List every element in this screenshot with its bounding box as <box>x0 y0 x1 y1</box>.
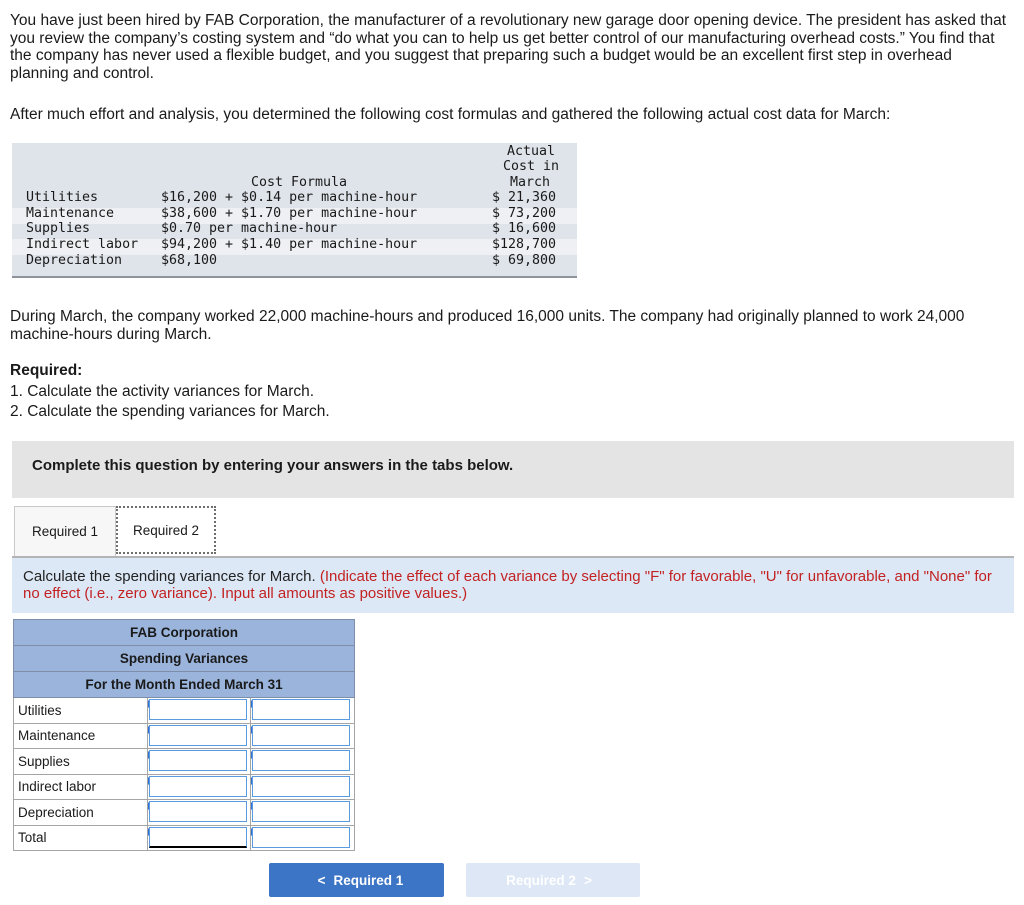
cost-row-actual: $ 69,800 <box>492 253 557 268</box>
instruction-note: (Indicate the effect of each variance by selecting "F" for favorable, "U" for unfavorable, and "None" for no effect (i.e., zero variance). Input all amounts as positive values.) <box>23 568 992 602</box>
cost-row-formula: $68,100 <box>161 253 218 268</box>
march-paragraph: During March, the company worked 22,000 machine-hours and produced 16,000 units. The company had originally planned to work 24,000 machine-hours during March. <box>10 308 965 343</box>
cost-formula-table <box>12 143 577 278</box>
required-heading: Required: <box>10 362 83 379</box>
utilities-amount-input[interactable] <box>149 699 247 720</box>
table-row <box>14 774 355 800</box>
cost-row-label: Maintenance <box>26 206 115 221</box>
lead-paragraph: After much effort and analysis, you determined the following cost formulas and gathered the following actual cost data for March: <box>10 106 891 123</box>
depreciation-effect-select[interactable] <box>252 801 350 822</box>
cost-row-actual: $128,700 <box>492 237 557 252</box>
indirect-labor-effect-select[interactable] <box>252 776 350 797</box>
cost-row-actual: $ 21,360 <box>492 190 557 205</box>
cost-row-actual: $ 73,200 <box>492 206 557 221</box>
tab-required-1[interactable]: Required 1 <box>14 506 116 556</box>
table-row <box>14 800 355 826</box>
header-actual-3: March <box>510 175 551 190</box>
table-title-period: For the Month Ended March 31 <box>14 672 355 698</box>
cost-row-formula: $94,200 + $1.40 per machine-hour <box>161 237 418 252</box>
total-effect-select[interactable] <box>252 827 350 848</box>
indirect-labor-amount-input[interactable] <box>149 776 247 797</box>
cost-row-formula: $16,200 + $0.14 per machine-hour <box>161 190 418 205</box>
table-title-report: Spending Variances <box>14 646 355 672</box>
instructions-banner <box>12 441 1014 498</box>
next-required-2-button[interactable] <box>466 863 640 897</box>
table-row <box>14 825 355 851</box>
row-label: Total <box>14 825 148 851</box>
row-label: Indirect labor <box>14 774 148 800</box>
row-label: Maintenance <box>14 723 148 749</box>
complete-question-text: Complete this question by entering your answers in the tabs below. <box>32 457 514 474</box>
chevron-left-icon: < <box>317 872 326 888</box>
table-title-company: FAB Corporation <box>14 620 355 646</box>
instruction-box <box>12 558 1014 613</box>
utilities-effect-select[interactable] <box>252 699 350 720</box>
cost-row-actual: $ 16,600 <box>492 221 557 236</box>
header-cost-formula: Cost Formula <box>251 175 348 190</box>
tab-required-2[interactable]: Required 2 <box>116 506 216 554</box>
spending-variances-table <box>13 619 355 851</box>
cost-row-label: Utilities <box>26 190 99 205</box>
depreciation-amount-input[interactable] <box>149 801 247 822</box>
table-row <box>14 749 355 775</box>
cost-row-formula: $0.70 per machine-hour <box>161 221 338 236</box>
header-actual-2: Cost in <box>503 159 560 174</box>
cost-row-label: Indirect labor <box>26 237 139 252</box>
maintenance-effect-select[interactable] <box>252 725 350 746</box>
row-label: Utilities <box>14 698 148 724</box>
table-row <box>14 698 355 724</box>
intro-paragraph: You have just been hired by FAB Corporation, the manufacturer of a revolutionary new garage door opening device. The president has asked that you review the company’s costing system and “do what you can to help us get better control of our manufacturing overhead costs.” You find that the company has never used a flexible budget, and you suggest that preparing such a budget would be an excellent first step in overhead planning and control. <box>10 12 1007 82</box>
row-label: Depreciation <box>14 800 148 826</box>
cost-row-label: Supplies <box>26 221 91 236</box>
instruction-main: Calculate the spending variances for March. <box>23 568 316 585</box>
maintenance-amount-input[interactable] <box>149 725 247 746</box>
required-item: 2. Calculate the spending variances for March. <box>10 403 330 420</box>
required-item: 1. Calculate the activity variances for March. <box>10 383 315 400</box>
header-actual-1: Actual <box>507 144 556 159</box>
supplies-effect-select[interactable] <box>252 750 350 771</box>
next-button-label: Required 2 <box>506 872 576 888</box>
row-label: Supplies <box>14 749 148 775</box>
cost-row-label: Depreciation <box>26 253 123 268</box>
total-amount-input[interactable] <box>149 827 247 848</box>
prev-button-label: Required 1 <box>333 872 404 888</box>
chevron-right-icon: > <box>583 872 592 888</box>
table-row <box>14 723 355 749</box>
prev-required-1-button[interactable] <box>269 863 444 897</box>
supplies-amount-input[interactable] <box>149 750 247 771</box>
cost-row-formula: $38,600 + $1.70 per machine-hour <box>161 206 418 221</box>
